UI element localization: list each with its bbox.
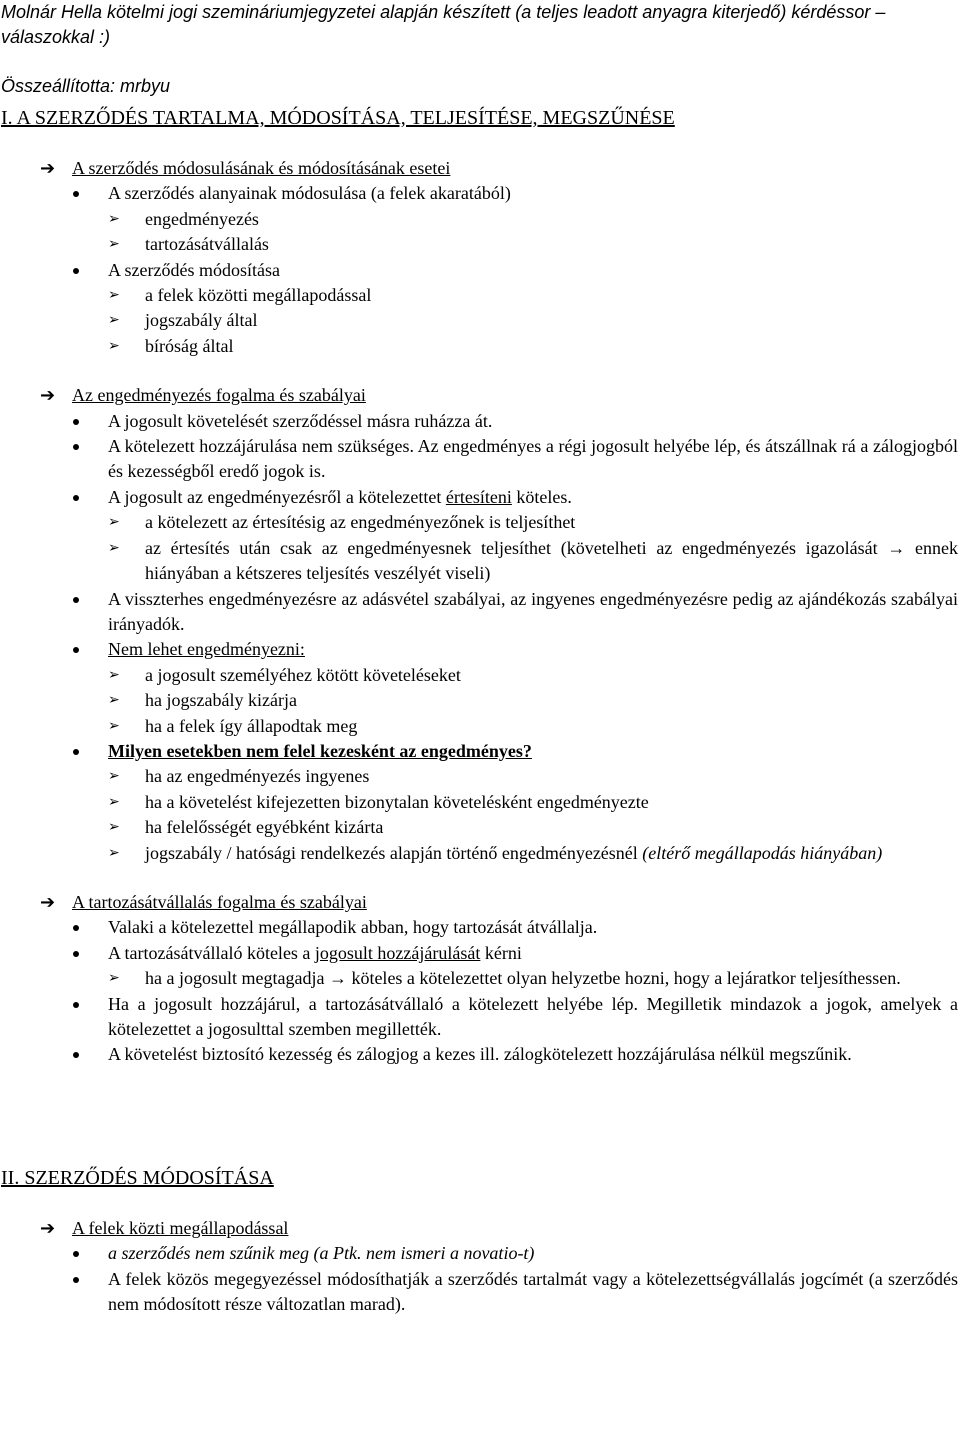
topic-assignment: ➔ Az engedményezés fogalma és szabályai <box>40 383 960 408</box>
arrowhead-bullet-icon: ➢ <box>108 970 120 987</box>
bullet-dot-icon <box>70 1042 108 1067</box>
list-item: ➢ tartozásátvállalás <box>108 232 958 257</box>
arrowhead-bullet-icon: ➢ <box>108 312 120 329</box>
bullet-dot-icon <box>70 1267 108 1318</box>
arrowhead-bullet-icon: ➢ <box>108 768 120 785</box>
list-item: A felek közös megegyezéssel módosíthatják a szerződés tartalmát vagy a kötelezettségvállalás jogcímét (a szerződés nem módosított része változatlan marad). <box>70 1267 958 1318</box>
bold-right-arrow-icon: ➔ <box>40 1217 56 1239</box>
list-item: Nem lehet engedményezni: <box>70 637 958 662</box>
list-item: Milyen esetekben nem felel kezesként az engedményes? <box>70 739 958 764</box>
topic-debt-assumption: ➔ A tartozásátvállalás fogalma és szabályai <box>40 890 960 915</box>
topic-agreement-between-parties: ➔ A felek közti megállapodással <box>40 1216 960 1241</box>
list-item: A szerződés alanyainak módosulása (a felek akaratából) <box>70 181 958 206</box>
document-header-title: Molnár Hella kötelmi jogi szemináriumjegyzetei alapján készített (a teljes leadott anyagra kiterjedő) kérdéssor – válaszokkal :) <box>1 2 886 47</box>
bold-right-arrow-icon: ➔ <box>40 158 56 179</box>
topic-modification-cases: ➔ A szerződés módosulásának és módosításának esetei <box>40 156 960 181</box>
arrowhead-bullet-icon: ➢ <box>108 210 120 227</box>
list-item: ➢ a kötelezett az értesítésig az engedményezőnek is teljesíthet <box>108 510 958 535</box>
list-item: ➢ ha a követelést kifejezetten bizonytalan követelésként engedményezte <box>108 790 958 815</box>
list-item: A tartozásátvállaló köteles a jogosult hozzájárulását kérni <box>70 941 958 966</box>
list-item: Ha a jogosult hozzájárul, a tartozásátvállaló a kötelezett helyébe lép. Megilletik mindazok a jogok, amelyek a kötelezettet a jogosulttal szemben megillették. <box>70 992 958 1043</box>
section-2-title: II. SZERZŐDÉS MÓDOSÍTÁSA <box>1 1166 274 1189</box>
list-item: ➢ ha jogszabály kizárja <box>108 688 958 713</box>
bullet-dot-icon <box>70 739 108 764</box>
list-item: A követelést biztosító kezesség és zálogjog a kezes ill. zálogkötelezett hozzájárulása nélkül megszűnik. <box>70 1042 958 1067</box>
arrowhead-bullet-icon: ➢ <box>108 666 120 683</box>
compiled-by: Összeállította: mrbyu <box>1 76 171 96</box>
bullet-dot-icon <box>70 434 108 485</box>
bold-right-arrow-icon: ➔ <box>40 385 56 407</box>
list-item: A szerződés módosítása <box>70 258 958 283</box>
list-item: ➢ a felek közötti megállapodással <box>108 283 958 308</box>
list-item: ➢ ha az engedményezés ingyenes <box>108 764 958 789</box>
list-item: Valaki a kötelezettel megállapodik abban, hogy tartozását átvállalja. <box>70 915 958 940</box>
bullet-dot-icon <box>70 258 108 283</box>
list-item: ➢ engedményezés <box>108 207 958 232</box>
list-item: A kötelezett hozzájárulása nem szükséges. Az engedményes a régi jogosult helyébe lép, és átszállnak rá a zálogjogból és kezességből eredő jogok is. <box>70 434 958 485</box>
bullet-dot-icon <box>70 409 108 434</box>
bullet-dot-icon <box>70 485 108 510</box>
arrowhead-bullet-icon: ➢ <box>108 717 120 734</box>
bullet-dot-icon <box>70 941 108 966</box>
list-item: A jogosult követelését szerződéssel másra ruházza át. <box>70 409 958 434</box>
list-item: ➢ jogszabály által <box>108 308 958 333</box>
arrowhead-bullet-icon: ➢ <box>108 819 120 836</box>
list-item: A jogosult az engedményezésről a kötelezettet értesíteni köteles. <box>70 485 958 510</box>
list-item: a szerződés nem szűnik meg (a Ptk. nem ismeri a novatio-t) <box>70 1241 958 1266</box>
bullet-dot-icon <box>70 587 108 638</box>
bullet-dot-icon <box>70 1241 108 1266</box>
arrowhead-bullet-icon: ➢ <box>108 844 120 861</box>
list-item: A visszterhes engedményezésre az adásvétel szabályai, az ingyenes engedményezésre pedig az ajándékozás szabályai irányadók. <box>70 587 958 638</box>
arrowhead-bullet-icon: ➢ <box>108 236 120 253</box>
bullet-dot-icon <box>70 181 108 206</box>
list-item: ➢ ha a felek így állapodtak meg <box>108 714 958 739</box>
arrowhead-bullet-icon: ➢ <box>108 793 120 810</box>
list-item: ➢ a jogosult személyéhez kötött követeléseket <box>108 663 958 688</box>
bullet-dot-icon <box>70 915 108 940</box>
bold-right-arrow-icon: ➔ <box>40 891 56 913</box>
list-item: ➢ jogszabály / hatósági rendelkezés alapján történő engedményezésnél (eltérő megállapodás hiányában) <box>108 841 958 866</box>
section-1-title: I. A SZERZŐDÉS TARTALMA, MÓDOSÍTÁSA, TELJESÍTÉSE, MEGSZŰNÉSE <box>1 107 675 129</box>
list-item: ➢ ha felelősségét egyébként kizárta <box>108 815 958 840</box>
arrowhead-bullet-icon: ➢ <box>108 337 120 354</box>
arrowhead-bullet-icon: ➢ <box>108 287 120 304</box>
list-item: ➢ bíróság által <box>108 334 958 359</box>
arrowhead-bullet-icon: ➢ <box>108 692 120 709</box>
arrowhead-bullet-icon: ➢ <box>108 514 120 531</box>
arrowhead-bullet-icon: ➢ <box>108 539 120 556</box>
bullet-dot-icon <box>70 637 108 662</box>
list-item: ➢ ha a jogosult megtagadja → köteles a kötelezettet olyan helyzetbe hozni, hogy a lejáratkor teljesíthessen. <box>108 966 958 991</box>
list-item: ➢ az értesítés után csak az engedményesnek teljesíthet (követelheti az engedményezés igazolását → ennek hiányában a kétszeres teljesítés veszélyét viseli) <box>108 536 958 587</box>
bullet-dot-icon <box>70 992 108 1043</box>
